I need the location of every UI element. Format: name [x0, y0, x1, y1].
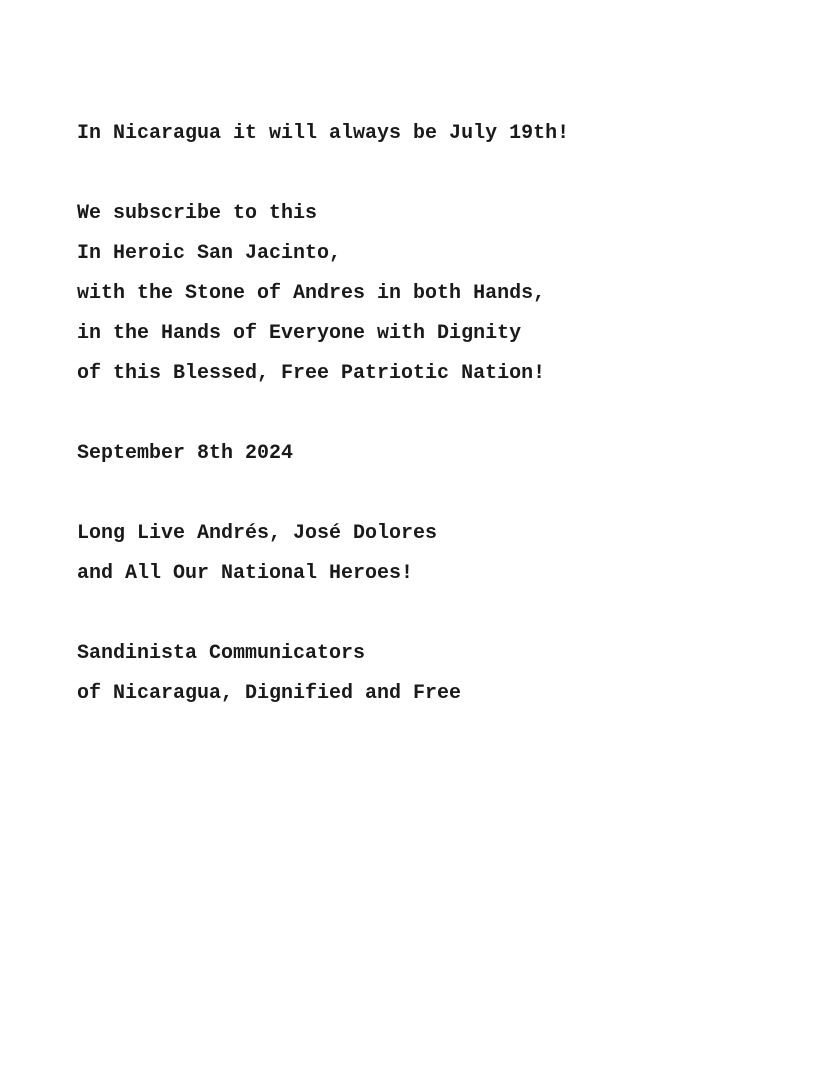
closing-line: and All Our National Heroes! [77, 562, 414, 585]
date-line: September 8th 2024 [77, 442, 294, 465]
signature-line: of Nicaragua, Dignified and Free [77, 682, 462, 705]
paragraph-gap [77, 594, 797, 634]
stanza-line: We subscribe to this [77, 202, 318, 225]
stanza-line: with the Stone of Andres in both Hands, [77, 282, 546, 305]
stanza-line: In Heroic San Jacinto, [77, 242, 342, 265]
paragraph-gap [77, 154, 797, 194]
paragraph-gap [77, 394, 797, 434]
paragraph-gap [77, 474, 797, 514]
document-body [77, 114, 797, 714]
closing-line: Long Live Andrés, José Dolores [77, 522, 438, 545]
opening-line: In Nicaragua it will always be July 19th! [77, 122, 570, 145]
stanza-line: in the Hands of Everyone with Dignity [77, 322, 522, 345]
signature-line: Sandinista Communicators [77, 642, 366, 665]
stanza-line: of this Blessed, Free Patriotic Nation! [77, 362, 546, 385]
